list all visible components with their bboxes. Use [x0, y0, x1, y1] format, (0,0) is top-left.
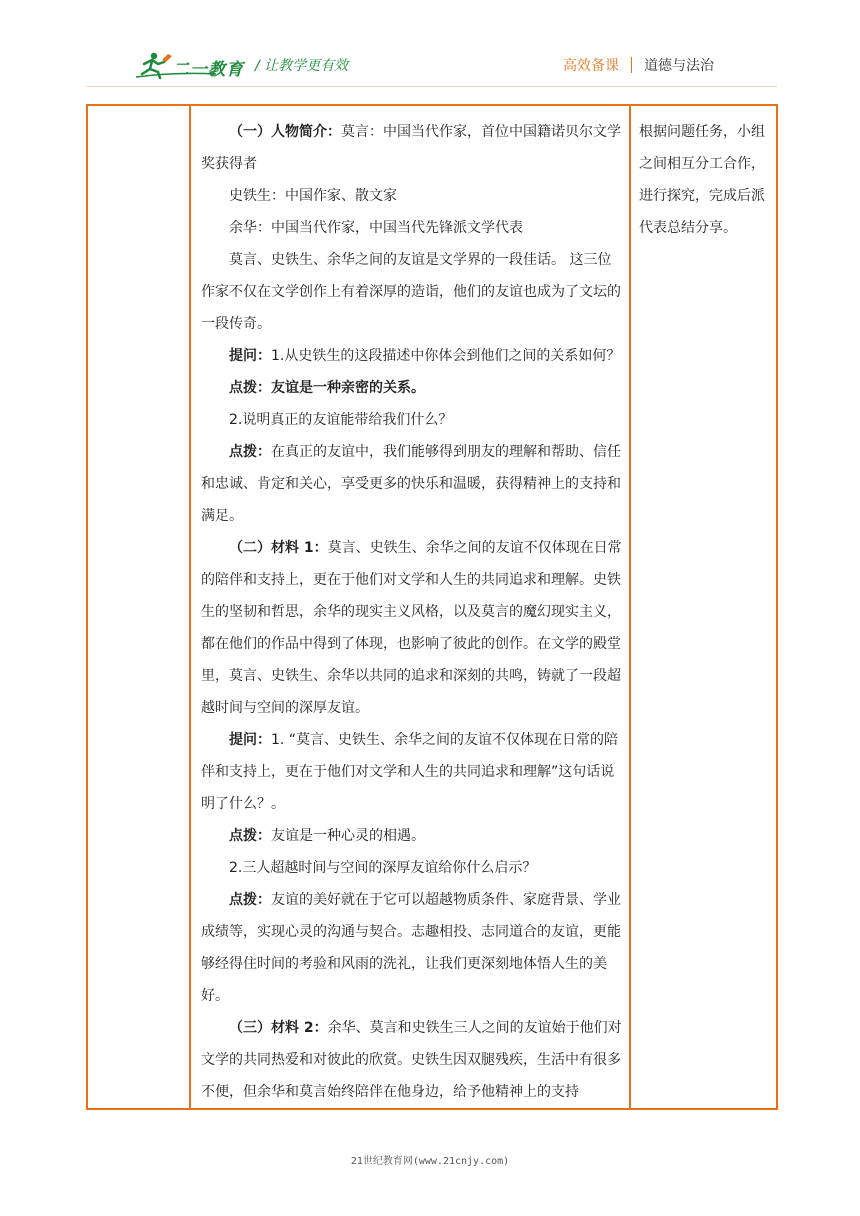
paragraph-text: 友谊的美好就在于它可以超越物质条件、家庭背景、学业成绩等，实现心灵的沟通与契合。志趣相投、志同道合的友谊，更能够经得住时间的考验和风雨的洗礼，让我们更深刻地体悟人生的美好。: [201, 892, 621, 1004]
paragraph-text: 1.从史铁生的这段描述中你体会到他们之间的关系如何？: [271, 348, 621, 364]
page-footer: 21世纪教育网(www.21cnjy.com): [350, 1156, 510, 1167]
table-row: [87, 105, 777, 1109]
logo-text: 二一教育: [172, 60, 244, 80]
paragraph-text: 余华、莫言和史铁生三人之间的友谊始于他们对文学的共同热爱和对彼此的欣赏。史铁生因双腿残疾，生活中有很多不便，但余华和莫言始终陪伴在他身边，给予他精神上的支持: [201, 1020, 622, 1100]
paragraph: [201, 884, 623, 1012]
paragraph: [201, 1012, 623, 1108]
paragraph: [201, 372, 623, 404]
paragraph: [201, 436, 623, 532]
paragraph: [201, 724, 623, 820]
header-divider: [631, 57, 632, 73]
paragraph: 莫言、史铁生、余华之间的友谊是文学界的一段佳话。 这三位作家不仅在文学创作上有着深厚的造诣，他们的友谊也成为了文坛的一段传奇。: [201, 252, 621, 332]
hint-label: 点拨：: [229, 828, 271, 844]
question-label: 提问：: [229, 732, 271, 748]
paragraph-text: 莫言：中国当代作家，首位中国籍诺贝尔文学奖获得者: [201, 124, 621, 172]
course-label: 高效备课: [563, 58, 619, 74]
hint-label: 点拨：: [229, 444, 271, 460]
paragraph-text: 莫言、史铁生、余华之间的友谊不仅体现在日常的陪伴和支持上，更在于他们对文学和人生的共同追求和理解。史铁生的坚韧和哲思，余华的现实主义风格，以及莫言的魔幻现实主义，都在他们的作品中得到了体现，也影响了彼此的创作。在文学的殿堂里，莫言、史铁生、余华以共同的追求和深刻的共鸣，铸就了一段超越时间与空间的深厚友谊。: [201, 540, 622, 716]
activity-cell: [630, 105, 777, 1109]
slogan: / 让教学更有效: [255, 58, 349, 74]
lesson-table: [86, 104, 778, 1110]
paragraph-text: 在真正的友谊中，我们能够得到朋友的理解和帮助、信任和忠诚、肯定和关心，享受更多的快乐和温暖，获得精神上的支持和满足。: [201, 444, 621, 524]
content-text: [191, 106, 629, 1108]
section-label: （三）材料 2：: [229, 1020, 328, 1036]
paragraph-text: 友谊是一种心灵的相遇。: [271, 828, 425, 844]
content-cell: [190, 105, 630, 1109]
question-label: 提问：: [229, 348, 271, 364]
header-right: [563, 55, 714, 75]
paragraph-text: 友谊是一种亲密的关系。: [271, 380, 425, 396]
hint-label: 点拨：: [229, 892, 271, 908]
page-header: [0, 0, 860, 100]
stage-cell: [87, 105, 190, 1109]
student-activity-text: 根据问题任务，小组之间相互分工合作，进行探究，完成后派代表总结分享。: [639, 124, 765, 236]
section-label: （二）材料 1：: [229, 540, 328, 556]
paragraph: 史铁生：中国作家、散文家: [229, 188, 397, 204]
section-label: （一）人物简介：: [229, 124, 341, 140]
hint-label: 点拨：: [229, 380, 271, 396]
paragraph: [201, 116, 623, 180]
paragraph: 2.三人超越时间与空间的深厚友谊给你什么启示？: [229, 860, 537, 876]
paragraph: [201, 340, 623, 372]
header-rule: [86, 86, 777, 87]
paragraph: [201, 820, 623, 852]
paragraph: 余华：中国当代作家，中国当代先锋派文学代表: [229, 220, 523, 236]
paragraph: [201, 532, 623, 724]
paragraph: 2.说明真正的友谊能带给我们什么？: [229, 412, 453, 428]
subject-label: 道德与法治: [644, 58, 714, 74]
paragraph-text: 1. “莫言、史铁生、余华之间的友谊不仅体现在日常的陪伴和支持上，更在于他们对文学和人生的共同追求和理解”这句话说明了什么？。: [201, 732, 619, 812]
